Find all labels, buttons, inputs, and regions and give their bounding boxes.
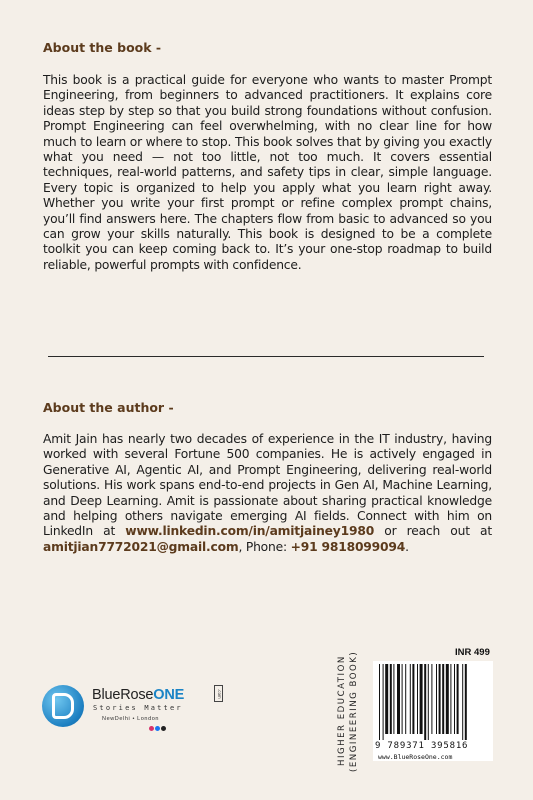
barcode-bar [402, 664, 403, 734]
barcode-bar [420, 664, 423, 734]
brand-accent: ONE [153, 687, 185, 703]
publisher-cities: NewDelhi • London [102, 716, 160, 722]
barcode-bar [410, 664, 411, 734]
author-bio: Amit Jain has nearly two decades of experience in the IT industry, having worked with several Fortune 500 companies. He is actively engaged in Generative AI, Agentic AI, and Prompt Engineering, delivering real-world solutions. His work spans end-to-end projects in Gen AI, Machine Learning, and Deep Learning. Amit is passionate about sharing practical knowledge and helping others navigate emerging AI fields. Connect with him on LinkedIn at [43, 432, 492, 539]
brand-dotcom: .com [214, 685, 223, 702]
publisher-brand [92, 687, 184, 703]
barcode-bar [462, 664, 463, 740]
book-category [336, 642, 372, 780]
barcode-bar [393, 664, 394, 734]
isbn-number: 9 789371 395816 [375, 741, 469, 751]
price-label: INR 499 [455, 647, 490, 658]
barcode-bar [431, 664, 432, 734]
about-author-heading: About the author - [43, 400, 174, 415]
barcode-bar [379, 664, 380, 740]
barcode-bar [439, 664, 441, 734]
phone-label: , Phone: [238, 539, 291, 554]
publisher-tagline: Stories Matter [93, 704, 183, 712]
social-icons [149, 726, 166, 731]
barcode-bar [442, 664, 444, 734]
barcode-bar [446, 664, 449, 734]
end-punct: . [405, 539, 409, 554]
instagram-icon [149, 726, 154, 731]
linkedin-link[interactable]: www.linkedin.com/in/amitjainey1980 [125, 524, 375, 539]
barcode-bar [450, 664, 451, 734]
category-label [336, 642, 360, 780]
email-link[interactable]: amitjian7772021@gmail.com [43, 539, 239, 554]
x-icon [161, 726, 166, 731]
logo-circle-icon [42, 685, 84, 727]
barcode-bar [385, 664, 388, 734]
barcode-bar [465, 664, 467, 740]
logo-b-mark [52, 693, 74, 719]
barcode-bar [405, 664, 406, 734]
publisher-website: www.BlueRoseOne.com [378, 753, 453, 761]
category-line-2: (ENGINEERING BOOK) [349, 650, 359, 772]
category-line-1: HIGHER EDUCATION [337, 655, 347, 767]
brand-main: BlueRose [92, 687, 154, 703]
barcode-bar [454, 664, 455, 734]
about-author-text [43, 432, 492, 555]
barcode-bar [436, 664, 437, 734]
barcode-bar [417, 664, 418, 734]
publisher-logo [42, 685, 262, 735]
barcode-bar [397, 664, 400, 734]
barcode-bar [424, 664, 426, 740]
barcode-bar [383, 664, 384, 740]
barcode-bar [390, 664, 392, 734]
section-divider [48, 356, 484, 357]
barcode-bars-icon [377, 664, 489, 740]
barcode-bar [412, 664, 414, 734]
about-book-text: This book is a practical guide for everyone who wants to master Prompt Engineering, from beginners to advanced practitioners. It explains core ideas step by step so that you build strong foundations without confusion. Prompt Engineering can feel overwhelming, with no clear line for how much to learn or where to stop. This book solves that by giving you exactly what you need — not too little, not too much. It covers essential techniques, real-world patterns, and safety tips in clear, simple language. Every topic is organized to help you apply what you learn right away. Whether you write your first prompt or refine complex prompt chains, you’ll find answers here. The chapters flow from basic to advanced so you can grow your skills naturally. This book is designed to be a complete toolkit you can keep coming back to. It’s your one-stop roadmap to build reliable, powerful prompts with confidence. [43, 73, 493, 272]
facebook-icon [155, 726, 160, 731]
connector-text: or reach out at [374, 524, 492, 539]
phone-number: +91 9818099094 [290, 539, 406, 554]
barcode-bar [428, 664, 429, 740]
barcode-bar [457, 664, 459, 734]
about-book-heading: About the book - [43, 40, 162, 55]
